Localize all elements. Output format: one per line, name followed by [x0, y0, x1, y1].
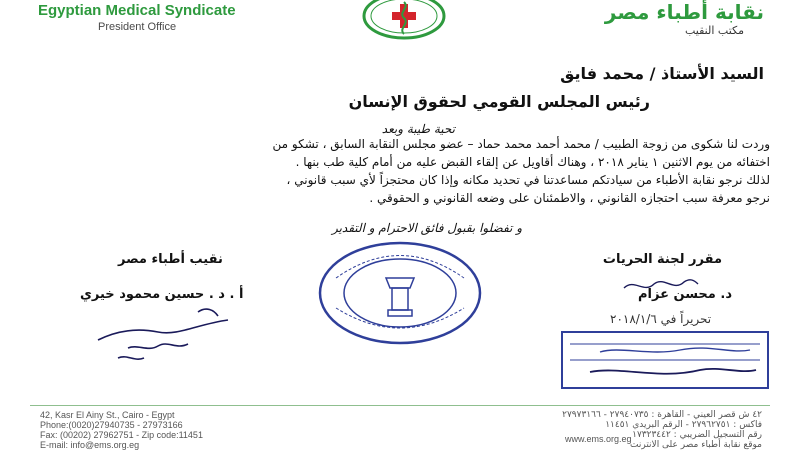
footer-ar-line: رقم التسجيل الضريبي : ١٧٣٢٣٤٤٢ [632, 430, 762, 440]
signatory-left-name: أ . د . حسين محمود خيري [80, 287, 244, 302]
paragraph-line-1: وردت لنا شكوى من زوجة الطبيب / محمد أحمد محمد حماد – عضو مجلس النقابة السابق ، تشكو من [272, 137, 770, 151]
letterhead-en-org: Egyptian Medical Syndicate [38, 2, 236, 19]
letterhead-ar-org: نقابة أطباء مصر [604, 0, 764, 24]
footer-divider [30, 405, 770, 406]
letterhead-en-office: President Office [98, 21, 177, 33]
footer-en-line: Fax: (00202) 27962751 - Zip code:11451 [40, 430, 203, 440]
signatory-left-title: نقيب أطباء مصر [118, 252, 223, 267]
footer-ar-line: موقع نقابة أطباء مصر على الانترنت [630, 440, 762, 450]
signature-right-icon [620, 272, 700, 298]
footer-en-line: Phone:(0020)27940735 - 27973166 [40, 420, 183, 430]
greeting-line: تحية طيبة وبعد [381, 122, 455, 136]
council-line: رئيس المجلس القومي لحقوق الإنسان [348, 92, 650, 111]
letterhead-ar-office: مكتب النقيب [685, 24, 744, 37]
signature-left-icon [88, 300, 238, 370]
closing-line: و تفضلوا بقبول فائق الاحترام و التقدير [331, 221, 522, 235]
footer-ar-contact [562, 410, 762, 450]
addressee-line: السيد الأستاذ / محمد فايق [560, 64, 764, 83]
syndicate-logo-icon [358, 0, 450, 40]
paragraph-line-4: نرجو معرفة سبب احتجازه القانوني ، والاطمئنان على وضعه القانوني و الحقوقي . [369, 191, 770, 205]
paragraph-line-3: لذلك نرجو نقابة الأطباء من سيادتكم مساعدتنا في تحديد مكانه وإذا كان محتجزاً لأي سبب قانوني ، [286, 173, 770, 187]
footer-ar-line: ٤٢ ش قصر العيني - القاهرة : ٢٧٩٤٠٧٣٥ - ٢٧٩٧٣١٦٦ [562, 410, 762, 420]
paragraph-line-2: اختفائه من يوم الاثنين ١ يناير ٢٠١٨ ، وهناك أقاويل عن إلقاء القبض عليه من أمام كلية طب بنها . [295, 155, 770, 169]
footer-en-contact [40, 410, 203, 450]
signatory-right-name: د. محسن عزام [638, 287, 732, 302]
signatory-right-title: مقرر لجنة الحريات [602, 252, 722, 267]
received-stamp-icon [560, 330, 770, 390]
date-line: تحريراً في ٢٠١٨/١/٦ [610, 312, 712, 326]
syndicate-seal-icon [316, 238, 484, 348]
footer-ar-line: فاكس : ٢٧٩٦٢٧٥١ - الرقم البريدي ١١٤٥١ [605, 420, 762, 430]
footer-en-line: E-mail: info@ems.org.eg [40, 440, 140, 450]
footer-website: www.ems.org.eg [565, 434, 632, 444]
footer-en-line: 42, Kasr El Ainy St., Cairo - Egypt [40, 410, 175, 420]
